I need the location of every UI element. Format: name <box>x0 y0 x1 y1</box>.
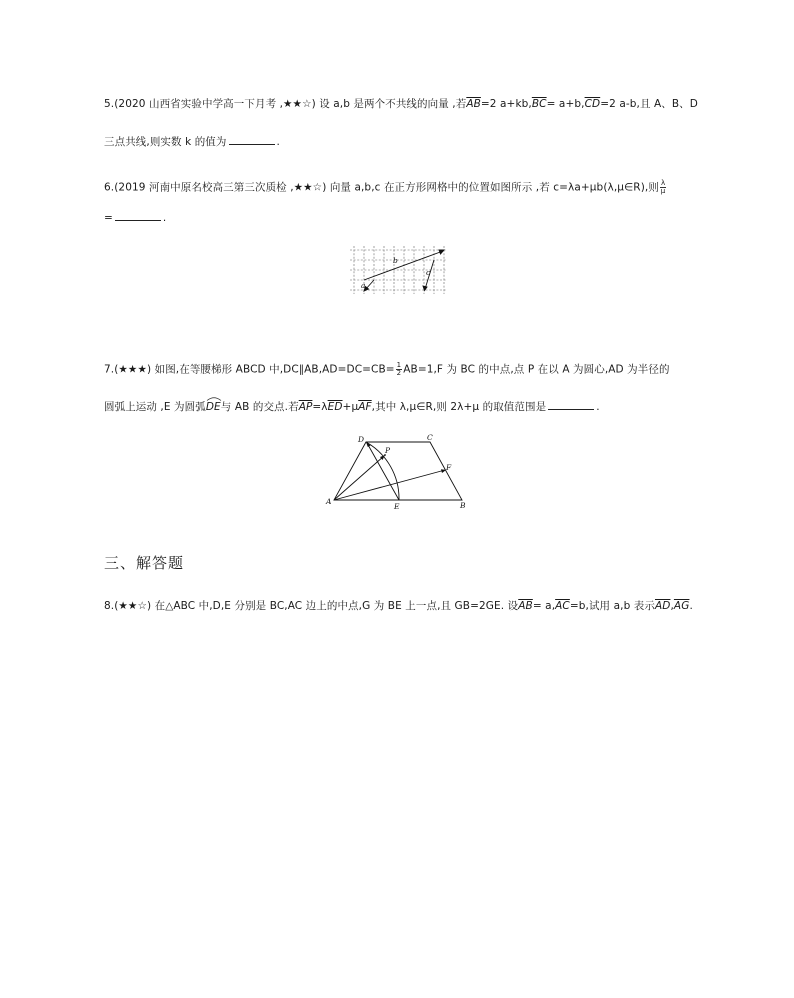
q7-vec-ap: $\overline{AP}$ <box>298 401 313 413</box>
q8-line1 <box>104 599 693 613</box>
q5-vec-ab: $\overline{AB}$ <box>466 98 481 110</box>
q6-line2-prefix: = <box>104 212 113 224</box>
q6-line2-end: . <box>162 212 167 224</box>
q7-trapezoid-figure <box>322 434 472 512</box>
q6-fraction <box>660 180 666 195</box>
q6-answer-blank[interactable] <box>115 209 161 221</box>
q7-vec-ed: $\overline{ED}$ <box>327 401 343 413</box>
q7-line2-end: . <box>596 401 600 413</box>
q5-cd-val: =2 a-b,且 A、B、D <box>600 98 698 110</box>
q5-prefix: 5.(2020 山西省实验中学高一下月考 ,★★☆) 设 a,b 是两个不共线的向量 ,若 <box>104 98 467 110</box>
q8-vec-ad: $\overline{AD}$ <box>654 600 671 612</box>
q7-line2-d: +μ <box>342 401 359 413</box>
q6-prefix: 6.(2019 河南中原名校高三第三次质检 ,★★☆) 向量 a,b,c 在正方形网格中的位置如图所示 ,若 c=λa+μb(λ,μ∈R),则 <box>104 181 659 194</box>
q7-line2-c: =λ <box>312 401 328 413</box>
q6-line2 <box>104 209 166 225</box>
label-a: a <box>361 281 366 290</box>
q5-line1 <box>104 97 698 111</box>
segment-ed <box>367 443 399 500</box>
label-C: C <box>427 434 433 442</box>
q7-arc-de <box>206 400 221 414</box>
q7-line2 <box>104 398 600 414</box>
q8-end: . <box>689 600 693 612</box>
q8-sep: , <box>670 600 674 612</box>
q8-vec-ag: $\overline{AG}$ <box>673 600 690 612</box>
q5-line2-end: . <box>276 136 280 148</box>
q7-line2-a: 圆弧上运动 ,E 为圆弧 <box>104 401 206 413</box>
q7-frac-den: 2 <box>396 369 402 377</box>
q7-line2-e: ,其中 λ,μ∈R,则 2λ+μ 的取值范围是 <box>371 401 547 413</box>
q6-frac-num: λ <box>660 179 666 187</box>
q7-line2-b: 与 AB 的交点.若 <box>220 401 299 413</box>
q5-line2 <box>104 133 280 149</box>
q5-vec-bc: $\overline{BC}$ <box>531 98 547 110</box>
vector-b-arrowhead <box>439 250 444 254</box>
section-title: 三、解答题 <box>104 554 185 572</box>
label-b: b <box>393 256 398 265</box>
q5-vec-cd: $\overline{CD}$ <box>584 98 601 110</box>
q7-after-frac: AB=1,F 为 BC 的中点,点 P 在以 A 为圆心,AD 为半径的 <box>403 363 670 376</box>
label-A: A <box>326 497 332 506</box>
label-F: F <box>446 463 452 472</box>
label-E: E <box>394 502 400 511</box>
q8-prefix: 8.(★★☆) 在△ABC 中,D,E 分别是 BC,AC 边上的中点,G 为 BE 上一点,且 GB=2GE. 设 <box>104 600 519 612</box>
q7-answer-blank[interactable] <box>548 398 594 410</box>
q7-vec-af: $\overline{AF}$ <box>358 401 372 413</box>
q5-line2-text: 三点共线,则实数 k 的值为 <box>104 136 227 148</box>
vector-b <box>364 251 443 280</box>
q6-vector-grid-figure <box>348 244 448 296</box>
q7-line1 <box>104 362 670 377</box>
label-c: c <box>426 268 431 277</box>
q8-vec-ac: $\overline{AC}$ <box>555 600 570 612</box>
q7-fraction <box>396 362 403 377</box>
label-B: B <box>460 501 466 510</box>
q7-arc-de-text: DE <box>205 401 221 413</box>
label-P: P <box>385 446 391 455</box>
arc-symbol <box>206 396 222 401</box>
q8-ac-val: =b,试用 a,b 表示 <box>569 600 655 612</box>
q6-line1 <box>104 180 667 195</box>
q5-ab-val: =2 a+kb, <box>480 98 532 110</box>
q5-bc-val: = a+b, <box>546 98 585 110</box>
q6-frac-den: μ <box>660 187 666 195</box>
q5-answer-blank[interactable] <box>229 133 275 145</box>
q7-prefix: 7.(★★★) 如图,在等腰梯形 ABCD 中,DC∥AB,AD=DC=CB= <box>104 363 395 376</box>
q8-vec-ab: $\overline{AB}$ <box>518 600 533 612</box>
q7-frac-num: 1 <box>396 361 402 369</box>
q8-ab-val: = a, <box>532 600 556 612</box>
label-D: D <box>358 435 365 444</box>
